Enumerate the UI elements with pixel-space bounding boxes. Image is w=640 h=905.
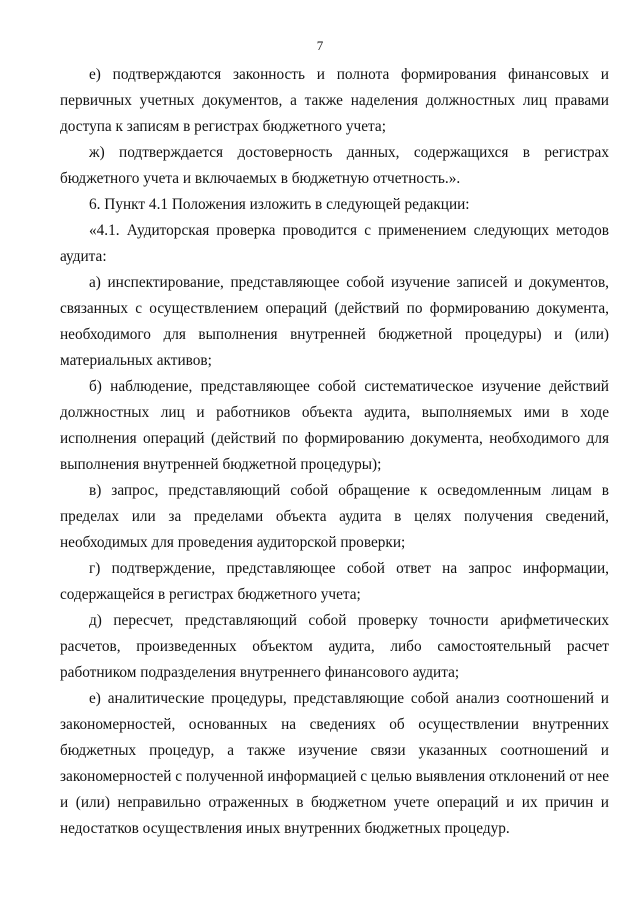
- paragraph-d-recalculation: д) пересчет, представляющий собой проверку точности арифметических расчетов, произведенных объектом аудита, либо самостоятельный расчет работником подразделения внутреннего финансового аудита;: [60, 612, 609, 681]
- page-number: 7: [316, 38, 324, 53]
- paragraph-e-confirmation: е) подтверждаются законность и полнота формирования финансовых и первичных учетных документов, а также наделения должностных лиц правами доступа к записям в регистрах бюджетного учета;: [60, 66, 609, 135]
- paragraph-v-inquiry: в) запрос, представляющий собой обращение к осведомленным лицам в пределах или за пределами объекта аудита в целях получения сведений, необходимых для проведения аудиторской проверки;: [60, 482, 609, 551]
- paragraph-4-1-intro: «4.1. Аудиторская проверка проводится с применением следующих методов аудита:: [60, 222, 609, 265]
- paragraph-item-6: 6. Пункт 4.1 Положения изложить в следующей редакции:: [89, 196, 470, 213]
- paragraph-e-analytical-procedures: е) аналитические процедуры, представляющие собой анализ соотношений и закономерностей, основанных на сведениях об осуществлении внутренних бюджетных процедур, а также изучение связи указанных соотношений и закономерностей с полученной информацией с целью выявления отклонений от нее и (или) неправильно отраженных в бюджетном учете операций и их причин и недостатков осуществления иных внутренних бюджетных процедур.: [60, 690, 609, 837]
- document-body: [60, 62, 609, 842]
- paragraph-b-observation: б) наблюдение, представляющее собой систематическое изучение действий должностных лиц и работников объекта аудита, выполняемых ими в ходе исполнения операций (действий по формированию документа, необходимого для выполнения внутренней бюджетной процедуры);: [60, 378, 609, 473]
- paragraph-g-confirmation: г) подтверждение, представляющее собой ответ на запрос информации, содержащейся в регистрах бюджетного учета;: [60, 560, 609, 603]
- paragraph-zh-reliability: ж) подтверждается достоверность данных, содержащихся в регистрах бюджетного учета и включаемых в бюджетную отчетность.».: [60, 144, 609, 187]
- paragraph-a-inspection: а) инспектирование, представляющее собой изучение записей и документов, связанных с осуществлением операций (действий по формированию документа, необходимого для выполнения внутренней бюджетной процедуры) и (или) материальных активов;: [60, 274, 609, 369]
